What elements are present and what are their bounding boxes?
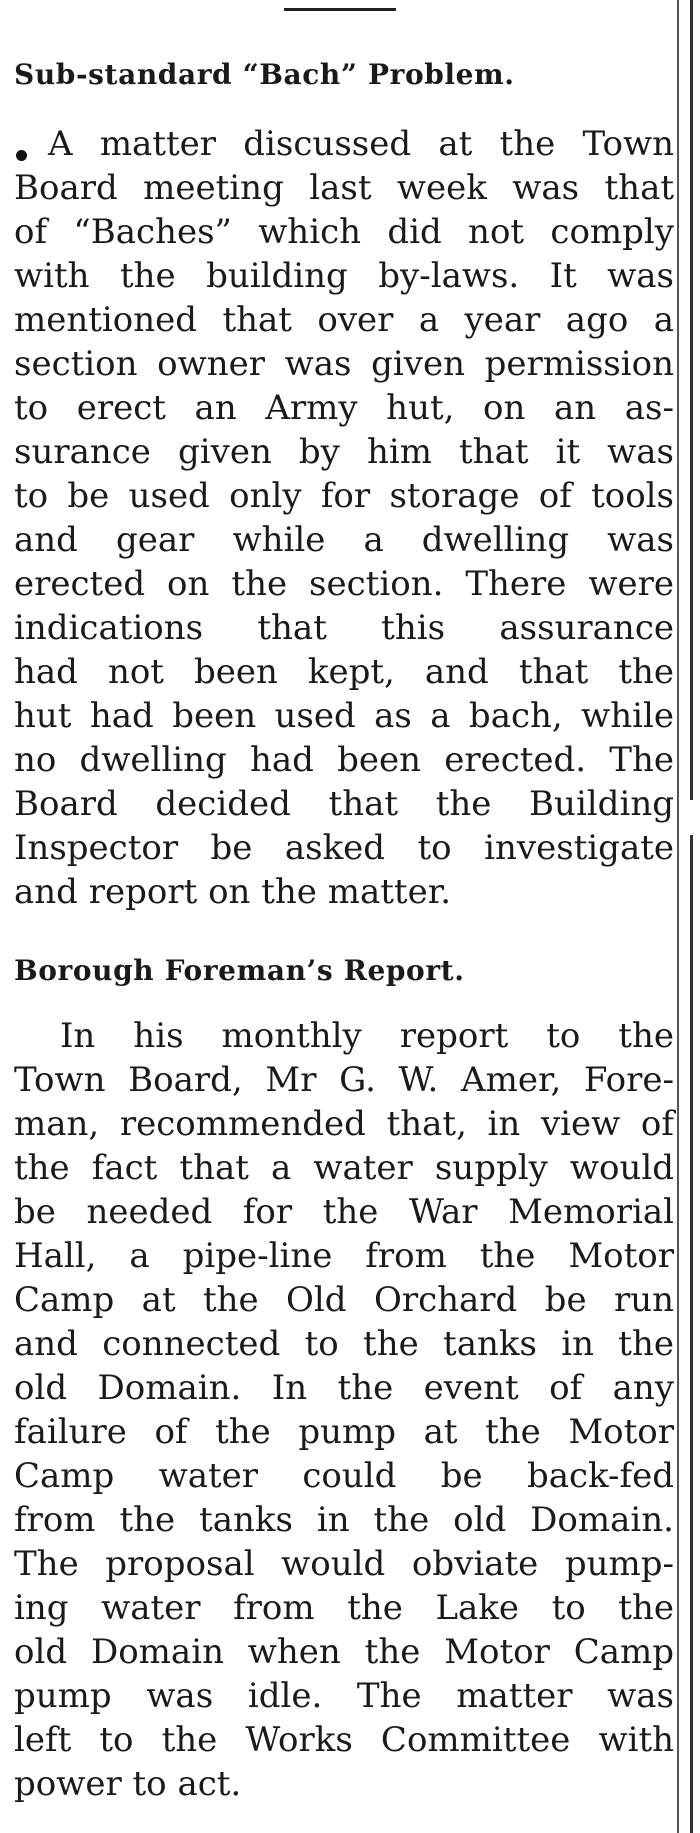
text-line: old Domain when the Motor Camp bbox=[14, 1632, 674, 1672]
text-line: The proposal would obviate pump- bbox=[14, 1544, 674, 1584]
column-rule-outer-upper bbox=[690, 0, 693, 800]
text-line: to be used only for storage of tools bbox=[14, 476, 674, 516]
text-line: ing water from the Lake to the bbox=[14, 1588, 674, 1628]
text-line: surance given by him that it was bbox=[14, 432, 674, 472]
text-line: A matter discussed at the Town bbox=[48, 124, 674, 164]
text-line: old Domain. In the event of any bbox=[14, 1368, 674, 1408]
text-line: the fact that a water supply would bbox=[14, 1148, 674, 1188]
text-line: power to act. bbox=[14, 1764, 242, 1804]
text-line: no dwelling had been erected. The bbox=[14, 740, 674, 780]
text-line: and connected to the tanks in the bbox=[14, 1324, 674, 1364]
top-divider-rule bbox=[284, 8, 396, 11]
text-line: left to the Works Committee with bbox=[14, 1720, 674, 1760]
article-paragraph bbox=[14, 122, 674, 914]
text-line: of “Baches” which did not comply bbox=[14, 212, 674, 252]
text-line: to erect an Army hut, on an as- bbox=[14, 388, 674, 428]
text-line: Camp water could be back-fed bbox=[14, 1456, 674, 1496]
text-line: had not been kept, and that the bbox=[14, 652, 674, 692]
text-line: section owner was given permission bbox=[14, 344, 674, 384]
article-body bbox=[14, 122, 674, 914]
text-line: Board decided that the Building bbox=[14, 784, 674, 824]
text-line: from the tanks in the old Domain. bbox=[14, 1500, 674, 1540]
article-heading: Borough Foreman’s Report. bbox=[14, 954, 465, 987]
text-line: In his monthly report to the bbox=[60, 1016, 674, 1056]
text-line: pump was idle. The matter was bbox=[14, 1676, 674, 1716]
text-line: hut had been used as a bach, while bbox=[14, 696, 674, 736]
text-line: mentioned that over a year ago a bbox=[14, 300, 674, 340]
column-rule-outer-lower bbox=[690, 835, 693, 1833]
column-rule bbox=[677, 0, 679, 1833]
text-line: Board meeting last week was that bbox=[14, 168, 674, 208]
text-line: failure of the pump at the Motor bbox=[14, 1412, 674, 1452]
text-line: Hall, a pipe-line from the Motor bbox=[14, 1236, 674, 1276]
article-heading: Sub-standard “Bach” Problem. bbox=[14, 58, 515, 91]
text-line: Town Board, Mr G. W. Amer, Fore- bbox=[14, 1060, 674, 1100]
text-line: with the building by-laws. It was bbox=[14, 256, 674, 296]
text-line: and report on the matter. bbox=[14, 872, 452, 912]
text-line: erected on the section. There were bbox=[14, 564, 674, 604]
text-line: indications that this assurance bbox=[14, 608, 674, 648]
article-bach-problem bbox=[14, 58, 674, 92]
text-line: Inspector be asked to investigate bbox=[14, 828, 674, 868]
text-line: man, recommended that, in view of bbox=[14, 1104, 674, 1144]
article-body bbox=[14, 1014, 674, 1806]
article-borough-foreman bbox=[14, 954, 674, 988]
article-paragraph bbox=[14, 1014, 674, 1806]
text-line: Camp at the Old Orchard be run bbox=[14, 1280, 674, 1320]
text-line: be needed for the War Memorial bbox=[14, 1192, 674, 1232]
text-line: and gear while a dwelling was bbox=[14, 520, 674, 560]
